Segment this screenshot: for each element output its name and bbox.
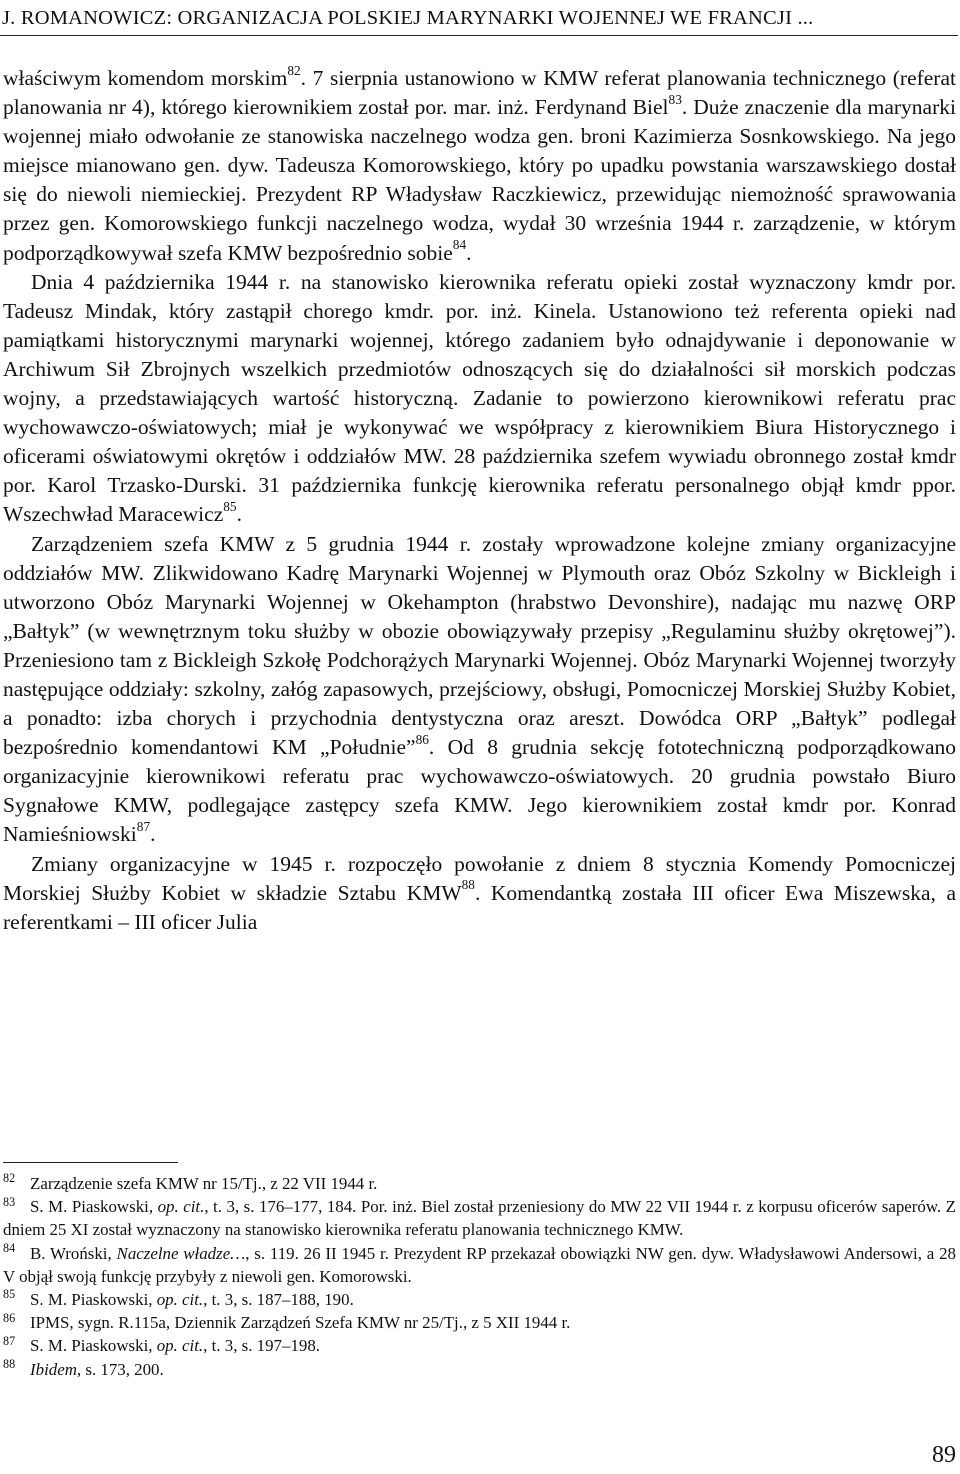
footnote-italic: op. cit. — [156, 1336, 204, 1356]
footnote-text: S. M. Piaskowski, — [30, 1336, 157, 1356]
footnote-text: , t. 3, s. 197–198. — [203, 1336, 321, 1356]
footnote-text: IPMS, sygn. R.115a, Dziennik Zarządzeń Szefa KMW nr 25/Tj., z 5 XII 1944 r. — [30, 1313, 571, 1333]
paragraph — [3, 268, 956, 530]
footnote-85: 85 S. M. Piaskowski, op. cit., t. 3, s. 187–188, 190. — [3, 1287, 354, 1310]
paragraph — [3, 64, 956, 268]
footnote-ref[interactable]: 88 — [461, 877, 475, 893]
paragraph — [3, 850, 956, 937]
paragraph — [3, 530, 956, 850]
footnote-86: 86 IPMS, sygn. R.115a, Dziennik Zarządzeń Szefa KMW nr 25/Tj., z 5 XII 1944 r. — [3, 1310, 571, 1333]
footnote-ref[interactable]: 84 — [452, 237, 467, 253]
paragraph-text: . Od 8 grudnia sekcję fototechniczną podporządkowano organizacyjnie kierownikowi referatu prac wychowawczo-oświatowych. 20 grudnia powstało Biuro Sygnałowe KMW, podlegające zastępcy szefa KMW. Jego kierownikiem został kmdr por. Konrad Namieśniowski — [3, 735, 956, 847]
footnote-ref[interactable]: 87 — [136, 819, 151, 835]
footnote-88: 88 Ibidem, s. 173, 200. — [3, 1357, 164, 1379]
footnote-italic: op. cit. — [157, 1197, 205, 1217]
paragraph-text: Dnia 4 października 1944 r. na stanowisko kierownika referatu opieki został wyznaczony kmdr por. Tadeusz Mindak, który zastąpił chorego kmdr. por. inż. Kinela. Ustanowiono też referenta opieki nad pamiątkami historycznymi marynarki wojennej, którego zadaniem było odnajdywanie i deponowanie w Archiwum Sił Zbrojnych wszelkich przedmiotów odnoszących się do działalności sił morskich podczas wojny, a przedstawiających wartość historyczną. Zadanie to powierzono kierownikowi referatu prac wychowawczo-oświatowych; miał je wykonywać we współpracy z kierownikiem Biura Historycznego i oficerami oświatowymi okrętów i oddziałów MW. 28 października szefem wywiadu obronnego został kmdr por. Karol Trzasko-Durski. 31 października funkcję kierownika referatu personalnego objął kmdr ppor. Wszechwład Maracewicz — [3, 269, 956, 527]
footnote-ref[interactable]: 86 — [415, 732, 429, 748]
footnotes — [3, 1172, 956, 1381]
footnote-text: , t. 3, s. 187–188, 190. — [203, 1290, 354, 1310]
paragraph-text: . 7 sierpnia ustanowiono w KMW referat planowania technicznego (referat planowania nr 4), którego kierownikiem został por. mar. inż. Ferdynand Biel — [3, 66, 956, 120]
paragraph-text: . — [466, 240, 472, 265]
footnote-83: 83 S. M. Piaskowski, op. cit., t. 3, s. 176–177, 184. Por. inż. Biel został przeniesiony do MW 22 VII 1944 r. z korpusu oficerów saperów. Z dniem 25 XI został wyznaczony na stanowisko kierownika referatu planowania technicznego KMW. — [3, 1194, 956, 1240]
footnote-ref[interactable]: 82 — [287, 62, 301, 78]
paragraph-text: . — [150, 822, 156, 847]
footnote-text: , t. 3, s. 176–177, 184. Por. inż. Biel został przeniesiony do MW 22 VII 1944 r. z korpusu oficerów saperów. Z dniem 25 XI został wyznaczony na stanowisko kierownika referatu planowania technicznego KMW. — [3, 1197, 956, 1240]
footnote-italic: op. cit. — [156, 1290, 204, 1310]
header-divider — [0, 35, 958, 36]
footnote-text: S. M. Piaskowski, — [30, 1197, 158, 1217]
footnote-84: 84 B. Wroński, Naczelne władze…, s. 119. 26 II 1945 r. Prezydent RP przekazał obowiązki NW gen. dyw. Władysławowi Andersowi, a 28 V objął swoją funkcję przybyły z niewoli gen. Komorowski. — [3, 1240, 957, 1286]
footnote-ref[interactable]: 83 — [668, 91, 682, 107]
paragraph-text: . Komendantką została III oficer Ewa Miszewska, a referentkami – III oficer Julia — [3, 880, 956, 934]
footnote-text: Zarządzenie szefa KMW nr 15/Tj., z 22 VII 1944 r. — [30, 1174, 378, 1193]
paragraph-text: . Duże znaczenie dla marynarki wojennej miało odwołanie ze stanowiska naczelnego wodza gen. broni Kazimierza Sosnkowskiego. Na jego miejsce mianowano gen. dyw. Tadeusza Komorowskiego, który po upadku powstania warszawskiego dostał się do niewoli niemieckiej. Prezydent RP Władysław Raczkiewicz, przewidując niemożność sprawowania przez gen. Komorowskiego funkcji naczelnego wodza, wydał 30 września 1944 r. zarządzenie, w którym podporządkowywał szefa KMW bezpośrednio sobie — [3, 95, 956, 265]
paragraph-text: . — [236, 502, 242, 527]
paragraph-text: właściwym komendom morskim — [3, 66, 288, 90]
footnote-87: 87 S. M. Piaskowski, op. cit., t. 3, s. 197–198. — [3, 1333, 321, 1356]
footnote-italic: Ibidem — [30, 1359, 77, 1379]
main-text — [3, 64, 956, 937]
footnote-italic: Naczelne władze… — [116, 1243, 246, 1263]
footnote-text: B. Wroński, — [30, 1243, 117, 1263]
paragraph-text: Zmiany organizacyjne w 1945 r. rozpoczęło powołanie z dniem 8 stycznia Komendy Pomocniczej Morskiej Służby Kobiet w składzie Sztabu KMW — [3, 851, 956, 905]
paragraph-text: Zarządzeniem szefa KMW z 5 grudnia 1944 r. zostały wprowadzone kolejne zmiany organizacyjne oddziałów MW. Zlikwidowano Kadrę Marynarki Wojennej w Plymouth oraz Obóz Szkolny w Bickleigh i utworzono Obóz Marynarki Wojennej w Okehampton (hrabstwo Devonshire), nadając mu nazwę ORP „Bałtyk” (w wewnętrznym toku służby w obozie obowiązywały przepisy „Regulaminu służby okrętowej”). Przeniesiono tam z Bickleigh Szkołę Podchorążych Marynarki Wojennej. Obóz Marynarki Wojennej tworzyły następujące oddziały: szkolny, załóg zapasowych, przejściowy, obsługi, Pomocniczej Morskiej Służby Kobiet, a ponadto: izba chorych i przychodnia dentystyczna oraz areszt. Dowódca ORP „Bałtyk” podlegał bezpośrednio komendantowi KM „Południe” — [3, 531, 956, 760]
footnote-text: S. M. Piaskowski, — [30, 1290, 157, 1310]
running-header: J. ROMANOWICZ: ORGANIZACJA POLSKIEJ MARYNARKI WOJENNEJ WE FRANCJI ... — [2, 7, 814, 29]
footnote-text: , s. 173, 200. — [76, 1359, 164, 1379]
page-number: 89 — [932, 1442, 956, 1468]
footnote-divider — [3, 1162, 178, 1163]
footnote-ref[interactable]: 85 — [223, 499, 237, 515]
footnote-text: , s. 119. 26 II 1945 r. Prezydent RP przekazał obowiązki NW gen. dyw. Władysławowi Andersowi, a 28 V objął swoją funkcję przybyły z niewoli gen. Komorowski. — [3, 1243, 957, 1286]
footnote-82: 82 Zarządzenie szefa KMW nr 15/Tj., z 22 VII 1944 r. — [3, 1171, 378, 1193]
